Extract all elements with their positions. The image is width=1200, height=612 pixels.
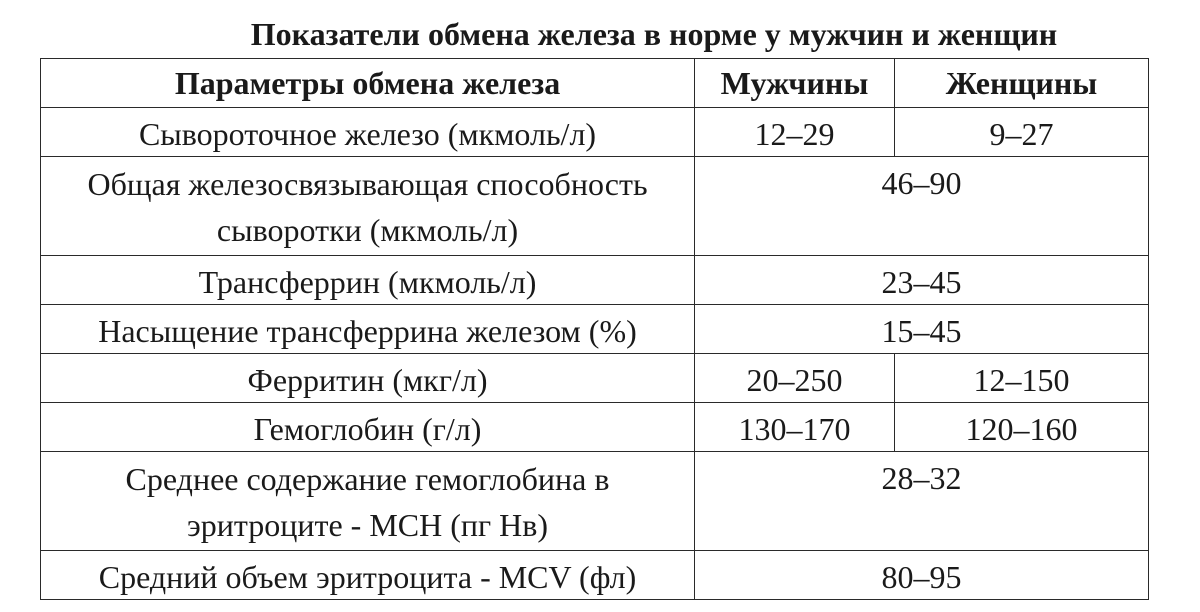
param-cell: Трансферрин (мкмоль/л) [41,256,695,305]
param-line-1: Среднее содержание гемоглобина в [125,461,610,497]
shared-value-cell: 28–32 [695,452,1149,551]
women-value-cell: 12–150 [895,354,1149,403]
women-value-cell: 9–27 [895,108,1149,157]
shared-value-cell: 15–45 [695,305,1149,354]
men-value-cell: 130–170 [695,403,895,452]
table-row [41,108,1149,157]
param-cell: Ферритин (мкг/л) [41,354,695,403]
param-cell: Насыщение трансферрина железом (%) [41,305,695,354]
header-women: Женщины [895,59,1149,108]
header-param: Параметры обмена железа [41,59,695,108]
women-value-cell: 120–160 [895,403,1149,452]
table-row [41,551,1149,600]
table-row [41,403,1149,452]
table-row [41,354,1149,403]
param-line-1: Общая железосвязывающая способность [87,166,648,202]
table-row [41,305,1149,354]
shared-value-cell: 80–95 [695,551,1149,600]
table-row [41,452,1149,551]
men-value-cell: 20–250 [695,354,895,403]
param-cell: Средний объем эритроцита - MCV (фл) [41,551,695,600]
param-line-2: сыворотки (мкмоль/л) [216,212,519,248]
param-cell: Сывороточное железо (мкмоль/л) [41,108,695,157]
param-cell: Гемоглобин (г/л) [41,403,695,452]
param-cell [41,452,695,551]
shared-value-cell: 23–45 [695,256,1149,305]
men-value-cell: 12–29 [695,108,895,157]
param-cell [41,157,695,256]
table-row [41,256,1149,305]
table-row [41,157,1149,256]
header-men: Мужчины [695,59,895,108]
page-title: Показатели обмена железа в норме у мужчин и женщин [250,16,1058,52]
table-header-row [41,59,1149,108]
param-line-2: эритроците - MCH (пг Нв) [186,507,548,543]
shared-value-cell: 46–90 [695,157,1149,256]
iron-metabolism-table [40,58,1149,600]
